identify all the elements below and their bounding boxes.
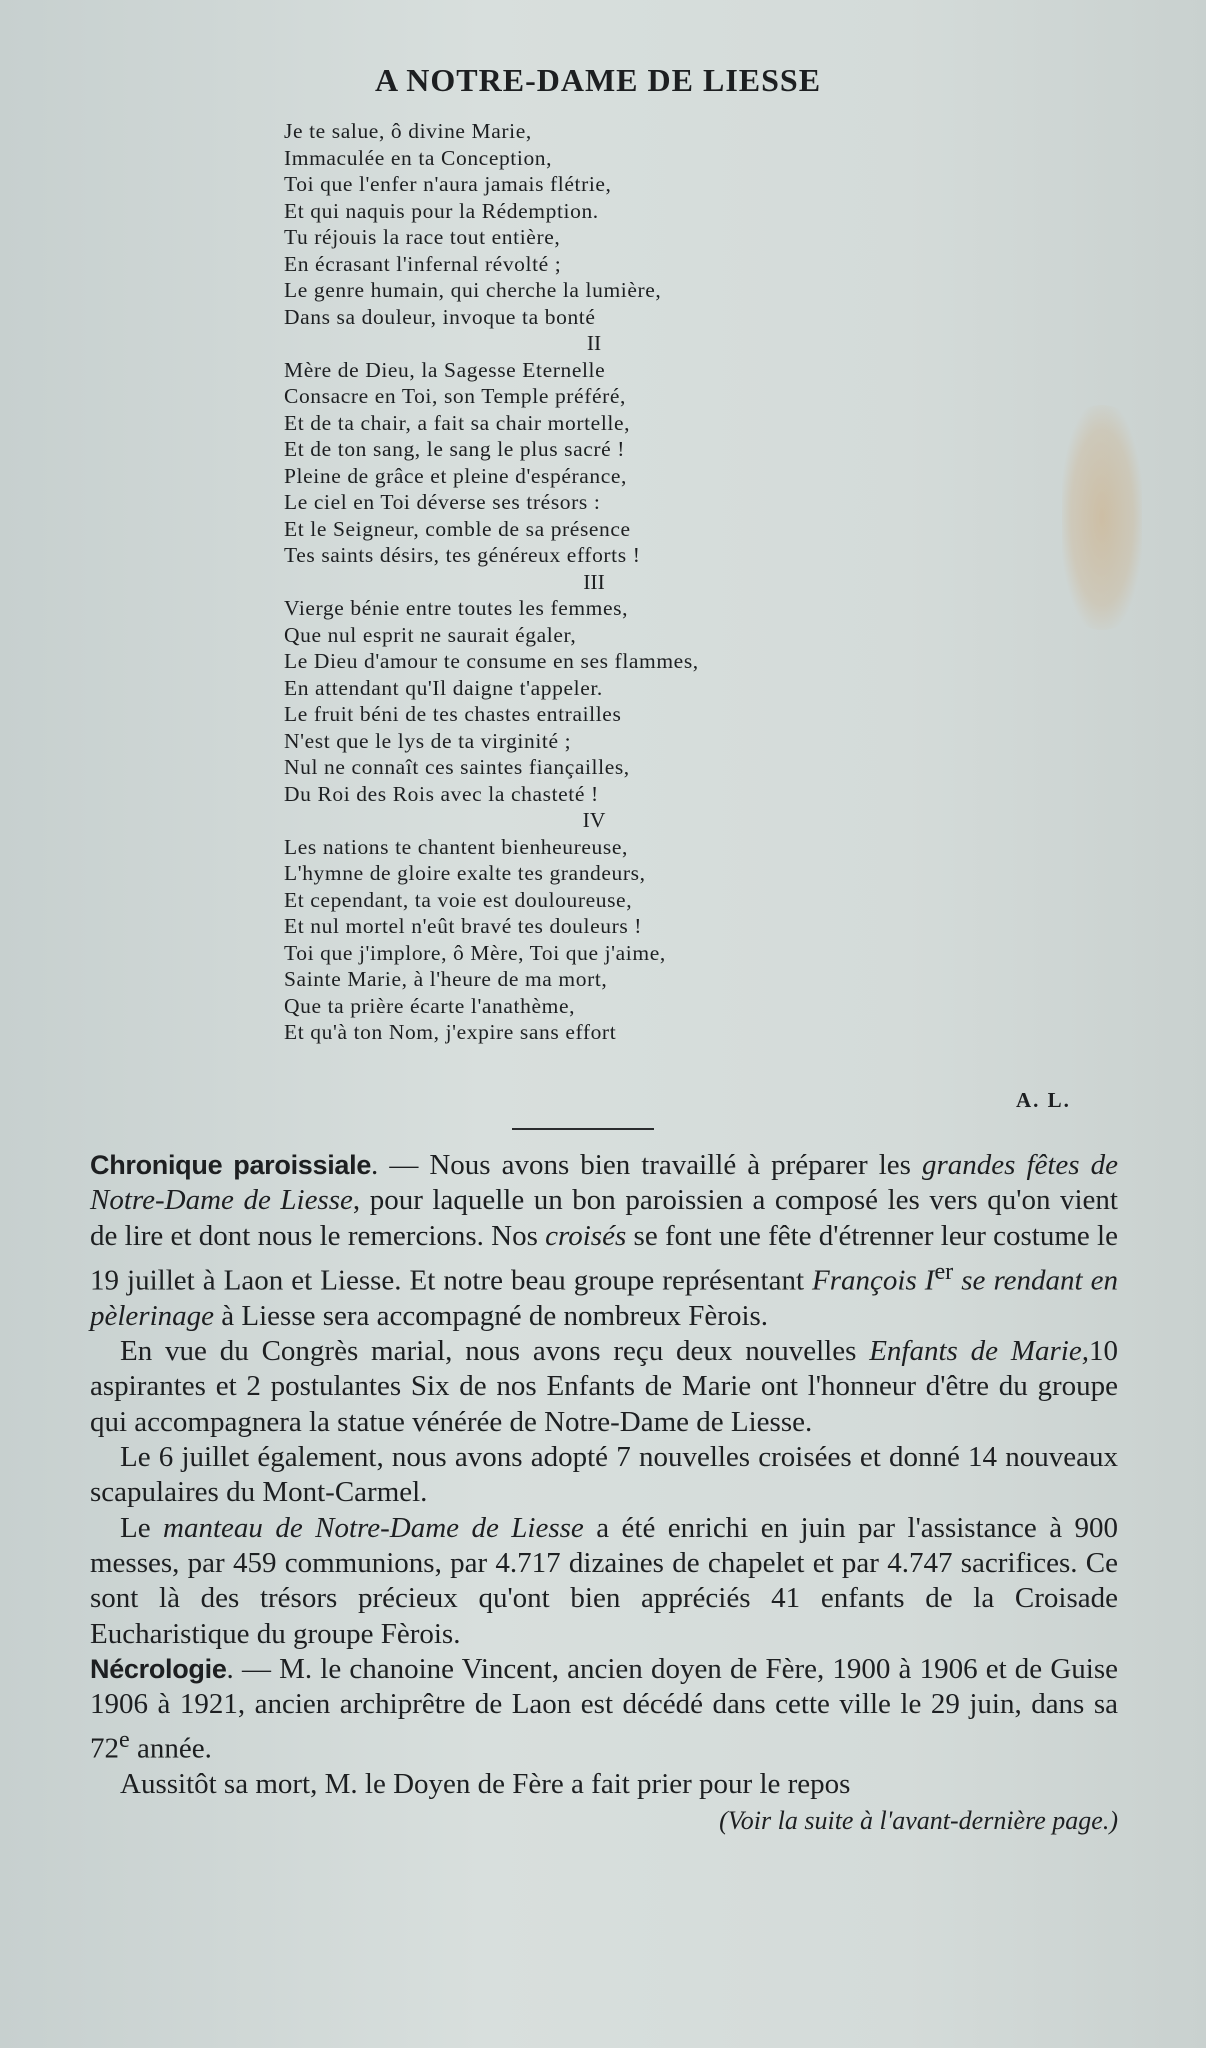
poem-line: Le ciel en Toi déverse ses trésors : <box>284 490 601 514</box>
poem-line: Toi que l'enfer n'aura jamais flétrie, <box>284 172 612 196</box>
paper-stain <box>1062 405 1142 630</box>
poem-line: Et nul mortel n'eût bravé tes douleurs ! <box>284 914 643 938</box>
stanza-3 <box>284 569 924 808</box>
text-run: . — Nous avons bien travaillé à préparer les <box>371 1149 922 1181</box>
stanza-numeral: III <box>583 569 605 594</box>
poem-line: Les nations te chantent bienheureuse, <box>284 834 628 859</box>
poem-line: Consacre en Toi, son Temple préféré, <box>284 384 626 408</box>
poem-line: Mère de Dieu, la Sagesse Eternelle <box>284 357 606 382</box>
necrologie-paragraph-2: Aussitôt sa mort, M. le Doyen de Fère a fait prier pour le repos <box>120 1768 851 1801</box>
poem-line: Immaculée en ta Conception, <box>284 145 553 170</box>
superscript: er <box>934 1257 954 1285</box>
poem-line: Tu réjouis la race tout entière, <box>284 225 561 249</box>
italic-run: croisés <box>545 1219 627 1252</box>
superscript: e <box>119 1726 130 1754</box>
chronique-paragraph-4 <box>90 1511 1118 1652</box>
article-body <box>90 1148 1118 1838</box>
poem-line: Vierge bénie entre toutes les femmes, <box>284 596 629 620</box>
stanza-1 <box>284 118 924 330</box>
section-divider <box>512 1128 654 1130</box>
text-run: à Liesse sera accompagné de nombreux Fèrois. <box>214 1299 769 1332</box>
text-run: , pour laquelle un bon paroissien a composé les vers qu'on vient de lire et dont nous le remercions. Nos <box>90 1184 1118 1252</box>
text-run: année. <box>129 1733 212 1766</box>
poem-line: Et qui naquis pour la Rédemption. <box>284 198 599 223</box>
poem-line: Pleine de grâce et pleine d'espérance, <box>284 463 628 488</box>
poem-title: A NOTRE-DAME DE LIESSE <box>374 62 822 98</box>
italic-run: manteau de Notre-Dame de Liesse <box>163 1511 584 1544</box>
poem-line: Le fruit béni de tes chastes entrailles <box>284 702 622 726</box>
poem-line: Sainte Marie, à l'heure de ma mort, <box>284 967 608 991</box>
poem-line: L'hymne de gloire exalte tes grandeurs, <box>284 861 646 885</box>
text-run: Le <box>120 1511 164 1544</box>
italic-run: grandes fêtes de Notre-Dame de Liesse <box>90 1149 1118 1217</box>
poem-line: Je te salue, ô divine Marie, <box>284 119 532 143</box>
necrologie-heading: Nécrologie <box>90 1653 227 1684</box>
italic-run: se rendant en pèlerinage <box>90 1264 1118 1332</box>
poem-line: Toi que j'implore, ô Mère, Toi que j'aime, <box>284 940 666 965</box>
text-run: . — M. le chanoine Vincent, ancien doyen de Fère, 1900 à 1906 et de Guise 1906 à 1921, ancien archiprêtre de Laon est décédé dans cette ville le 29 juin, dans sa 72 <box>90 1652 1118 1766</box>
text-run: a été enrichi en juin par l'assistance à 900 messes, par 459 communions, par 4.717 dizaines de chapelet et par 4.747 sacrifices. Ce sont là des trésors précieux qu'ont bien appréciés 41 enfants de la Croisade Eucharistique du groupe Fèrois. <box>90 1511 1119 1650</box>
text-run: 10 aspirantes et 2 postulantes Six de nos Enfants de Marie ont l'honneur d'être du groupe qui accompagnera la statue vénérée de Notre-Dame de Liesse. <box>90 1335 1118 1438</box>
poem-line: Que nul esprit ne saurait égaler, <box>284 622 577 647</box>
continuation-note: (Voir la suite à l'avant-dernière page.) <box>719 1805 1118 1835</box>
poem-line: Nul ne connaît ces saintes fiançailles, <box>284 755 630 779</box>
chronique-paragraph-3: Le 6 juillet également, nous avons adopté 7 nouvelles croisées et donné 14 nouveaux scapulaires du Mont-Carmel. <box>90 1441 1118 1509</box>
chronique-paragraph-2 <box>90 1334 1118 1440</box>
text-run: se font une fête d'étrenner leur costume le 19 juillet à Laon et Liesse. Et notre beau groupe représentant <box>90 1219 1118 1297</box>
poem-line: Et de ta chair, a fait sa chair mortelle, <box>284 410 631 435</box>
stanza-4 <box>284 807 924 1046</box>
stanza-numeral: II <box>586 331 602 355</box>
poem-line: Et qu'à ton Nom, j'expire sans effort <box>284 1020 617 1044</box>
poem-line: Le Dieu d'amour te consume en ses flammes, <box>284 649 699 673</box>
poem-line: Du Roi des Rois avec la chasteté ! <box>284 781 599 806</box>
italic-run: Enfants de Marie, <box>869 1335 1089 1368</box>
poem-line: Et le Seigneur, comble de sa présence <box>284 516 631 541</box>
poem-line: En attendant qu'Il daigne t'appeler. <box>284 675 603 700</box>
poem-line: Et cependant, ta voie est douloureuse, <box>284 887 633 912</box>
poem-body <box>284 118 924 1046</box>
poem-signature: A. L. <box>1016 1088 1071 1112</box>
poem-line: Tes saints désirs, tes généreux efforts ! <box>284 543 641 567</box>
poem-line: Que ta prière écarte l'anathème, <box>284 993 576 1018</box>
text-run: En vue du Congrès marial, nous avons reçu deux nouvelles <box>120 1335 870 1368</box>
italic-run: François I <box>812 1264 935 1297</box>
poem-line: Le genre humain, qui cherche la lumière, <box>284 278 662 302</box>
poem-line: Dans sa douleur, invoque ta bonté <box>284 304 596 329</box>
stanza-2 <box>284 330 924 569</box>
poem-line: En écrasant l'infernal révolté ; <box>284 251 562 276</box>
necrologie-paragraph-1 <box>90 1652 1118 1768</box>
chronique-paragraph-1 <box>90 1148 1118 1334</box>
poem-line: Et de ton sang, le sang le plus sacré ! <box>284 437 626 461</box>
poem-line: N'est que le lys de ta virginité ; <box>284 728 572 753</box>
stanza-numeral: IV <box>582 808 606 832</box>
chronique-heading: Chronique paroissiale <box>90 1150 372 1180</box>
